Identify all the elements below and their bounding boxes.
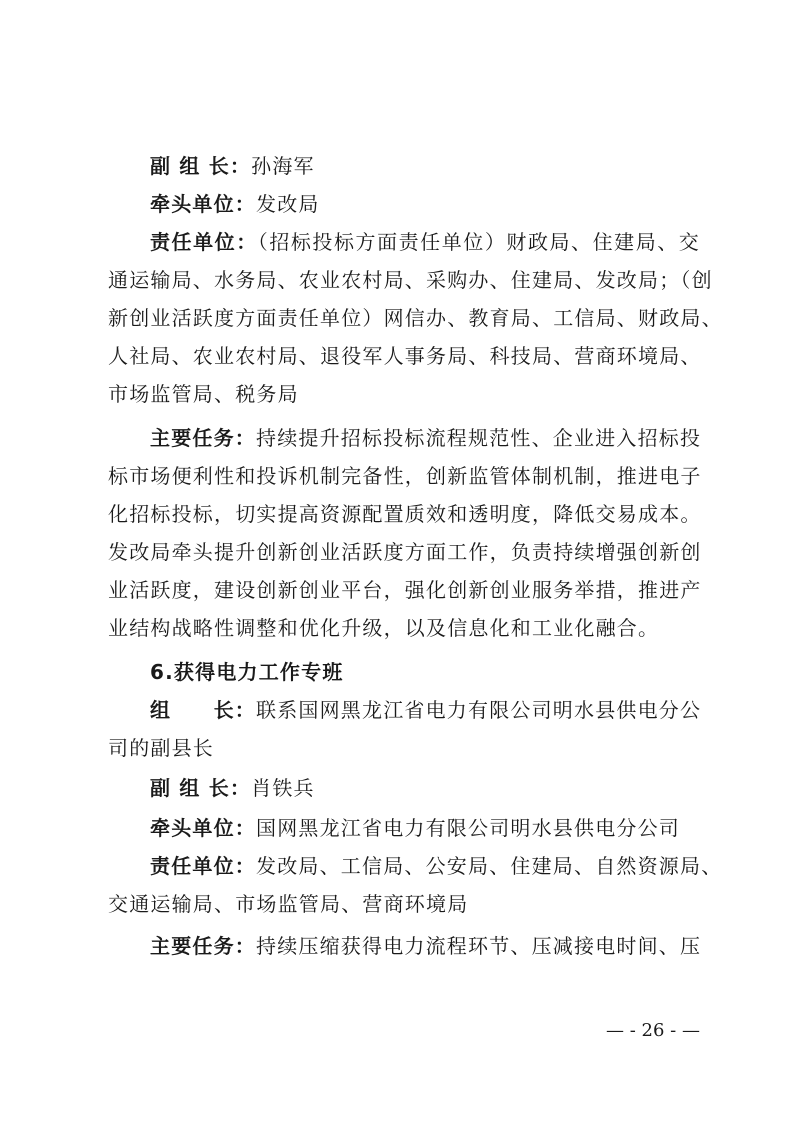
lead-unit-line-2 (150, 814, 700, 842)
resp-units-line-2-1 (150, 852, 723, 880)
resp-units-label-2: 责任单位： (150, 854, 256, 878)
lead-unit-line (150, 190, 700, 218)
resp-units-label: 责任单位： (150, 230, 258, 254)
leader-line-2: 司的副县长 (108, 736, 214, 760)
tasks-line-2-1 (150, 932, 700, 960)
leader-text: 联系国网黑龙江省电力有限公司明水县供电分公 (256, 698, 702, 722)
leader-line-1 (150, 696, 700, 724)
resp-units-line-5: 市场监管局、税务局 (108, 382, 299, 406)
resp-units-line-4: 人社局、农业农村局、退役军人事务局、科技局、营商环境局、 (108, 344, 702, 368)
tasks-line-3: 化招标投标，切实提高资源配置质效和透明度，降低交易成本。 (108, 502, 702, 526)
resp-units-line-2: 通运输局、水务局、农业农村局、采购办、住建局、发改局；（创 (108, 268, 713, 292)
lead-unit-label-2: 牵头单位： (150, 816, 256, 840)
deputy-leader-value: 孙海军 (251, 154, 315, 178)
page-number: — - 26 - — (606, 1020, 700, 1041)
resp-units-text-2: 发改局、工信局、公安局、住建局、自然资源局、 (256, 854, 723, 878)
tasks-line-6: 业结构战略性调整和优化升级，以及信息化和工业化融合。 (108, 616, 660, 640)
deputy-leader-line (150, 152, 700, 180)
deputy-leader-label-2: 副 组 长： (150, 776, 252, 800)
resp-units-text: （招标投标方面责任单位）财政局、住建局、交 (257, 230, 701, 254)
tasks-line-1 (150, 424, 700, 452)
resp-units-line-2-2: 交通运输局、市场监管局、营商环境局 (108, 892, 469, 916)
lead-unit-value-2: 国网黑龙江省电力有限公司明水县供电分公司 (256, 816, 680, 840)
deputy-leader-line-2 (150, 774, 700, 802)
tasks-line-5: 业活跃度，建设创新创业平台，强化创新创业服务举措，推进产 (108, 578, 702, 602)
lead-unit-label: 牵头单位： (150, 192, 256, 216)
lead-unit-value: 发改局 (256, 192, 320, 216)
section-heading: 6.获得电力工作专班 (150, 660, 344, 684)
deputy-leader-label: 副 组 长： (150, 154, 252, 178)
resp-units-line-3: 新创业活跃度方面责任单位）网信办、教育局、工信局、财政局、 (108, 306, 723, 330)
leader-label: 组 长： (150, 698, 256, 722)
tasks-label: 主要任务： (150, 426, 256, 450)
resp-units-line-1 (150, 228, 700, 256)
tasks-text: 持续提升招标投标流程规范性、企业进入招标投 (256, 426, 702, 450)
deputy-leader-value-2: 肖铁兵 (251, 776, 315, 800)
tasks-line-2: 标市场便利性和投诉机制完备性，创新监管体制机制，推进电子 (108, 464, 702, 488)
tasks-text-2: 持续压缩获得电力流程环节、压减接电时间、压 (256, 934, 702, 958)
tasks-line-4: 发改局牵头提升创新创业活跃度方面工作，负责持续增强创新创 (108, 540, 702, 564)
tasks-label-2: 主要任务： (150, 934, 256, 958)
